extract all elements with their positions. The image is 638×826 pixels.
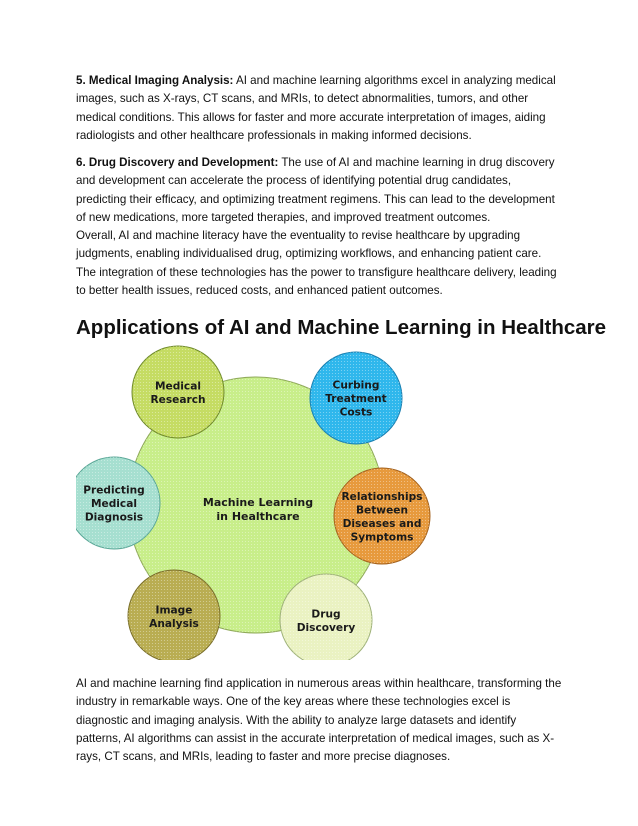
node-label: Predicting xyxy=(83,484,145,497)
section-drug-discovery xyxy=(76,154,564,227)
node-drug-discovery xyxy=(280,574,372,660)
node-label: Image xyxy=(155,604,193,617)
node-label: Symptoms xyxy=(350,531,414,544)
node-label: Relationships xyxy=(341,490,423,503)
closing-paragraph: AI and machine learning find application in numerous areas within healthcare, transforming the industry in remarkable ways. One of the key areas where these technologies excel is diagnostic and imaging analysis. With the ability to analyze large datasets and identify patterns, AI algorithms can assist in the accurate interpretation of medical images, such as X-rays, CT scans, and MRIs, leading to faster and more precise diagnoses. xyxy=(76,677,562,764)
node-relationships xyxy=(334,468,430,564)
node-label: Research xyxy=(150,393,206,406)
page-title: Applications of AI and Machine Learning in Healthcare xyxy=(76,316,607,339)
center-label-line-2: in Healthcare xyxy=(216,510,300,523)
node-label: Treatment xyxy=(325,393,387,405)
node-label: Medical xyxy=(90,498,138,510)
node-label: Diseases and xyxy=(342,517,422,530)
node-label: Between xyxy=(355,504,409,517)
node-predicting-diagnosis xyxy=(76,457,160,549)
section-text: AI and machine learning algorithms excel in analyzing medical images, such as X-rays, CT scans, and MRIs, to detect abnormalities, tumors, and other medical conditions. This allows for faster and more accurate interpretation of images, aiding radiologists and other healthcare professionals in making informed decisions. xyxy=(76,74,556,142)
section-heading: 6. Drug Discovery and Development: xyxy=(76,156,279,169)
node-label: Diagnosis xyxy=(84,511,144,524)
node-image-analysis xyxy=(128,570,220,660)
node-label: Medical xyxy=(154,380,202,393)
node-label: Discovery xyxy=(296,621,356,634)
section-text: The use of AI and machine learning in drug discovery and development can accelerate the process of identifying potential drug candidates, predicting their efficacy, and optimizing treatment regimens. This can lead to the development of new medications, more targeted therapies, and improved treatment outcomes. xyxy=(76,156,555,224)
node-label: Curbing xyxy=(332,379,380,392)
section-heading: 5. Medical Imaging Analysis: xyxy=(76,74,234,87)
node-medical-research xyxy=(132,346,224,438)
overall-paragraph: Overall, AI and machine literacy have the eventuality to revise healthcare by upgrading judgments, enabling individualised drug, optimizing workflows, and enhancing patient care. The integration of these technologies has the power to transfigure healthcare delivery, leading to better health issues, reduced costs, and enhanced patient outcomes. xyxy=(76,229,557,297)
ml-healthcare-diagram xyxy=(76,342,436,660)
center-label-line-1: Machine Learning xyxy=(202,496,314,509)
node-label: Drug xyxy=(311,608,341,621)
section-medical-imaging xyxy=(76,72,564,145)
node-label: Costs xyxy=(339,406,373,419)
node-curbing-costs xyxy=(310,352,402,444)
node-label: Analysis xyxy=(149,617,199,630)
